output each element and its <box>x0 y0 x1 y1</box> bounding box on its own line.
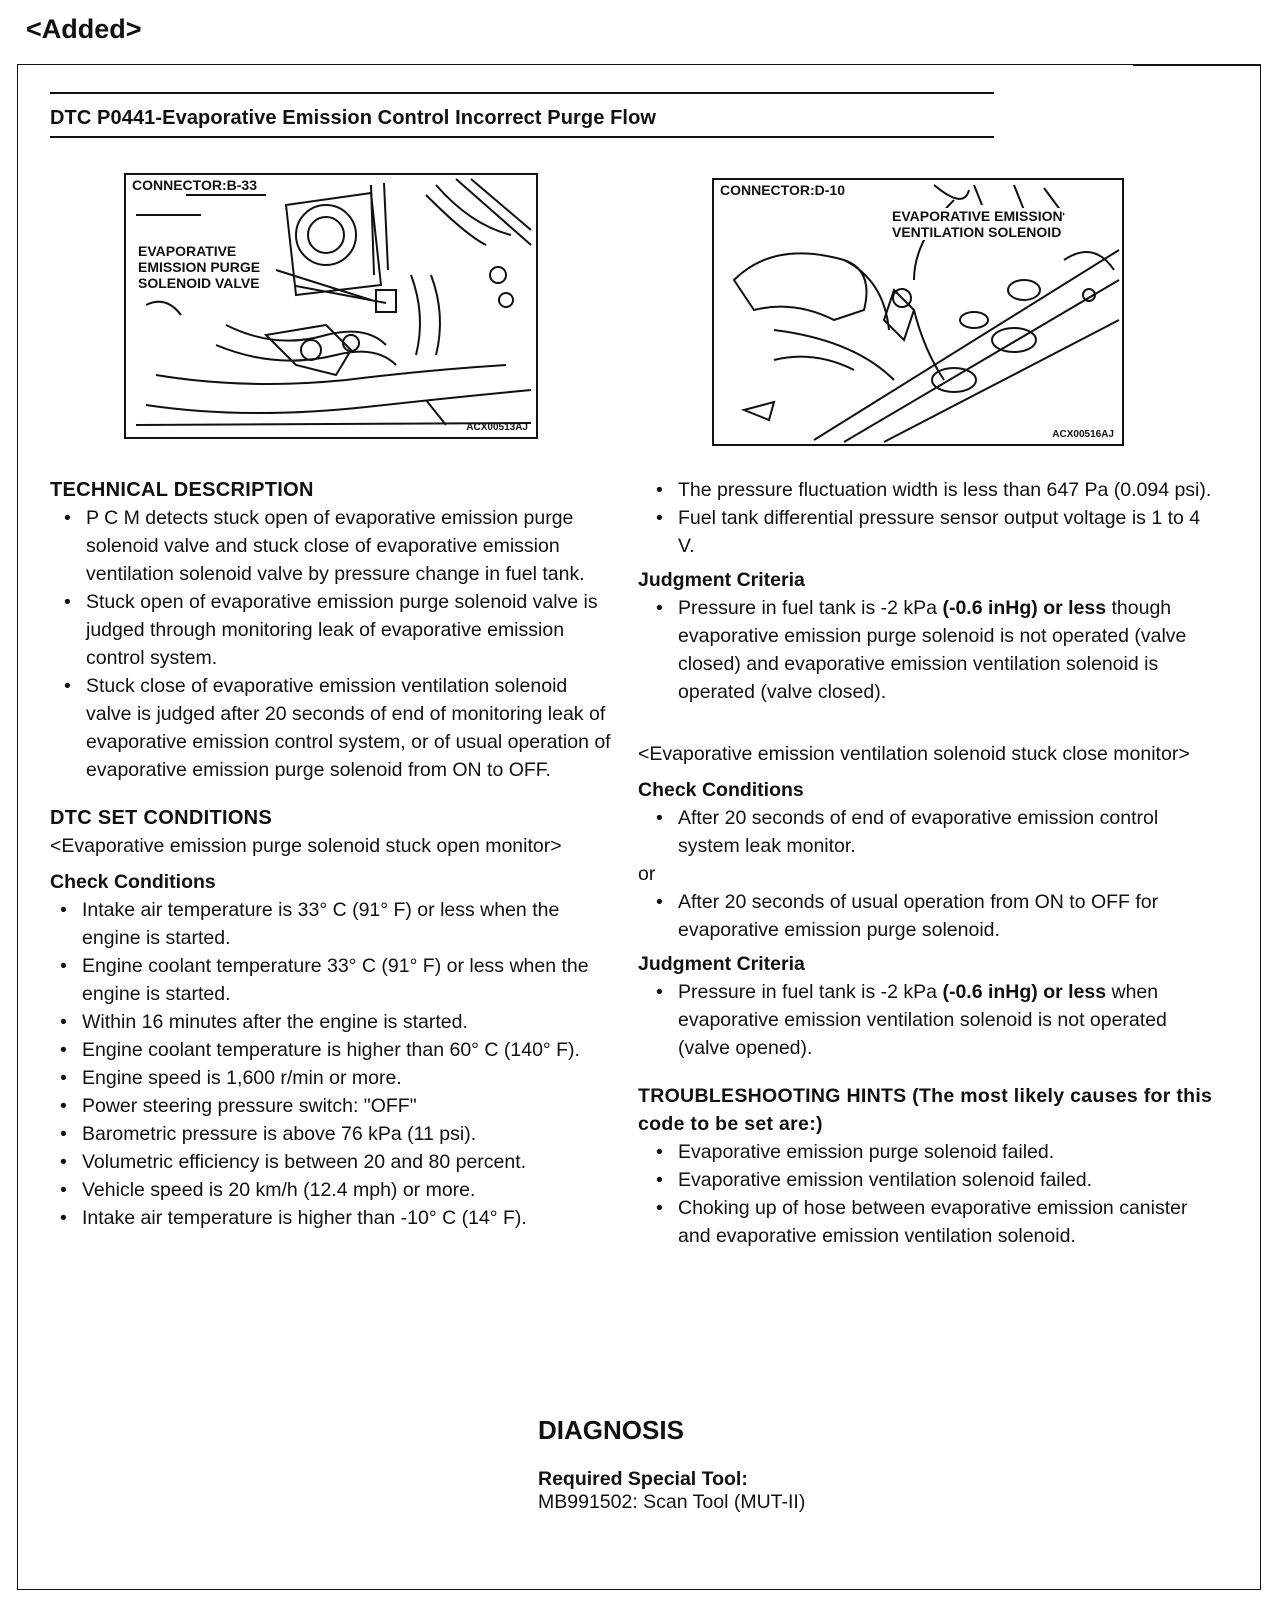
figure-code: ACX00516AJ <box>1052 429 1114 440</box>
list-item: • Intake air temperature is 33° C (91° F) or less when the engine is started. <box>50 896 615 952</box>
list-item: • Intake air temperature is higher than -10° C (14° F). <box>50 1204 615 1232</box>
required-tool-value: MB991502: Scan Tool (MUT-II) <box>538 1491 806 1513</box>
check-conditions-list-2 <box>646 804 1220 860</box>
required-tool-label: Required Special Tool: <box>538 1468 748 1490</box>
judgment-text: Pressure in fuel tank is -2 kPa <box>678 597 943 619</box>
list-item: • Fuel tank differential pressure sensor output voltage is 1 to 4 V. <box>646 504 1220 560</box>
list-item: • Stuck close of evaporative emission ventilation solenoid valve is judged after 20 seconds of end of monitoring leak of evaporative emission control system, or of usual operation of evaporative emission purge solenoid from ON to OFF. <box>54 672 615 784</box>
top-right-rule <box>1133 64 1261 66</box>
check-conditions-heading: Check Conditions <box>50 871 216 893</box>
engine-bay-illustration-1 <box>126 175 536 437</box>
list-item: • Barometric pressure is above 76 kPa (11 psi). <box>50 1120 615 1148</box>
callout-purge-valve <box>138 243 260 291</box>
judgment-text: Pressure in fuel tank is -2 kPa <box>678 981 943 1003</box>
list-item: • P C M detects stuck open of evaporative emission purge solenoid valve and stuck close of evaporative emission ventilation solenoid valve by pressure change in fuel tank. <box>54 504 615 588</box>
judgment-bold: (-0.6 inHg) or less <box>942 597 1107 619</box>
list-item: • Choking up of hose between evaporative emission canister and evaporative emission ventilation solenoid. <box>646 1194 1220 1250</box>
judgment-criteria-list <box>646 594 1220 706</box>
list-item: • Evaporative emission purge solenoid failed. <box>646 1138 1220 1166</box>
monitor-label: <Evaporative emission purge solenoid stuck open monitor> <box>50 835 562 857</box>
list-item: • Stuck open of evaporative emission purge solenoid valve is judged through monitoring leak of evaporative emission control system. <box>54 588 615 672</box>
title-rule-top <box>50 92 994 94</box>
connector-label-b33: CONNECTOR:B-33 <box>132 177 257 193</box>
list-item: • After 20 seconds of end of evaporative emission control system leak monitor. <box>646 804 1220 860</box>
diagnosis-section <box>538 1415 805 1514</box>
continued-list <box>646 476 1220 560</box>
list-item <box>646 978 1220 1062</box>
check-conditions-list-3 <box>646 888 1220 944</box>
check-conditions-list <box>50 896 615 1232</box>
dtc-title: DTC P0441-Evaporative Emission Control Incorrect Purge Flow <box>50 107 657 129</box>
list-item: • The pressure fluctuation width is less than 647 Pa (0.094 psi). <box>646 476 1220 504</box>
judgment-text: when evaporative emission ventilation solenoid is not operated (valve opened). <box>678 981 1167 1059</box>
list-item: • Evaporative emission ventilation solenoid failed. <box>646 1166 1220 1194</box>
connector-label-d10: CONNECTOR:D-10 <box>720 182 845 198</box>
diagnosis-heading: DIAGNOSIS <box>538 1415 684 1445</box>
callout-ventilation-solenoid <box>892 208 1063 240</box>
list-item: • Engine coolant temperature 33° C (91° F) or less when the engine is started. <box>50 952 615 1008</box>
figure-code: ACX00513AJ <box>466 422 528 433</box>
callout-line: EVAPORATIVE <box>138 243 237 259</box>
or-label: or <box>638 863 656 885</box>
dtc-set-conditions-heading: DTC SET CONDITIONS <box>50 807 273 829</box>
troubleshooting-heading: TROUBLESHOOTING HINTS (The most likely causes for this code to be set are:) <box>638 1085 1213 1135</box>
figure-purge-solenoid <box>124 173 538 439</box>
callout-line: SOLENOID VALVE <box>138 275 260 291</box>
list-item: • Engine coolant temperature is higher than 60° C (140° F). <box>50 1036 615 1064</box>
judgment-text: though evaporative emission purge solenoid is not operated (valve closed) and evaporative emission ventilation solenoid is operated (valve closed). <box>678 597 1187 703</box>
judgment-criteria-heading-2: Judgment Criteria <box>638 953 805 975</box>
judgment-bold: (-0.6 inHg) or less <box>942 981 1107 1003</box>
technical-description-list <box>54 504 615 784</box>
monitor-label-2: <Evaporative emission ventilation solenoid stuck close monitor> <box>638 743 1190 765</box>
troubleshooting-list <box>646 1138 1220 1250</box>
left-column <box>50 476 615 1232</box>
figure-ventilation-solenoid <box>712 178 1124 446</box>
technical-description-heading: TECHNICAL DESCRIPTION <box>50 479 314 501</box>
list-item: • Volumetric efficiency is between 20 and 80 percent. <box>50 1148 615 1176</box>
title-rule-bottom <box>50 136 994 138</box>
list-item: • Power steering pressure switch: "OFF" <box>50 1092 615 1120</box>
list-item: • After 20 seconds of usual operation from ON to OFF for evaporative emission purge solenoid. <box>646 888 1220 944</box>
callout-line: EVAPORATIVE EMISSION <box>892 208 1063 224</box>
list-item: • Vehicle speed is 20 km/h (12.4 mph) or more. <box>50 1176 615 1204</box>
right-column <box>638 476 1220 1250</box>
list-item: • Within 16 minutes after the engine is started. <box>50 1008 615 1036</box>
callout-line: VENTILATION SOLENOID <box>892 224 1062 240</box>
judgment-criteria-list-2 <box>646 978 1220 1062</box>
added-label: <Added> <box>26 14 142 44</box>
judgment-criteria-heading: Judgment Criteria <box>638 569 805 591</box>
callout-line: EMISSION PURGE <box>138 259 261 275</box>
check-conditions-heading-2: Check Conditions <box>638 779 804 801</box>
list-item: • Engine speed is 1,600 r/min or more. <box>50 1064 615 1092</box>
list-item <box>646 594 1220 706</box>
